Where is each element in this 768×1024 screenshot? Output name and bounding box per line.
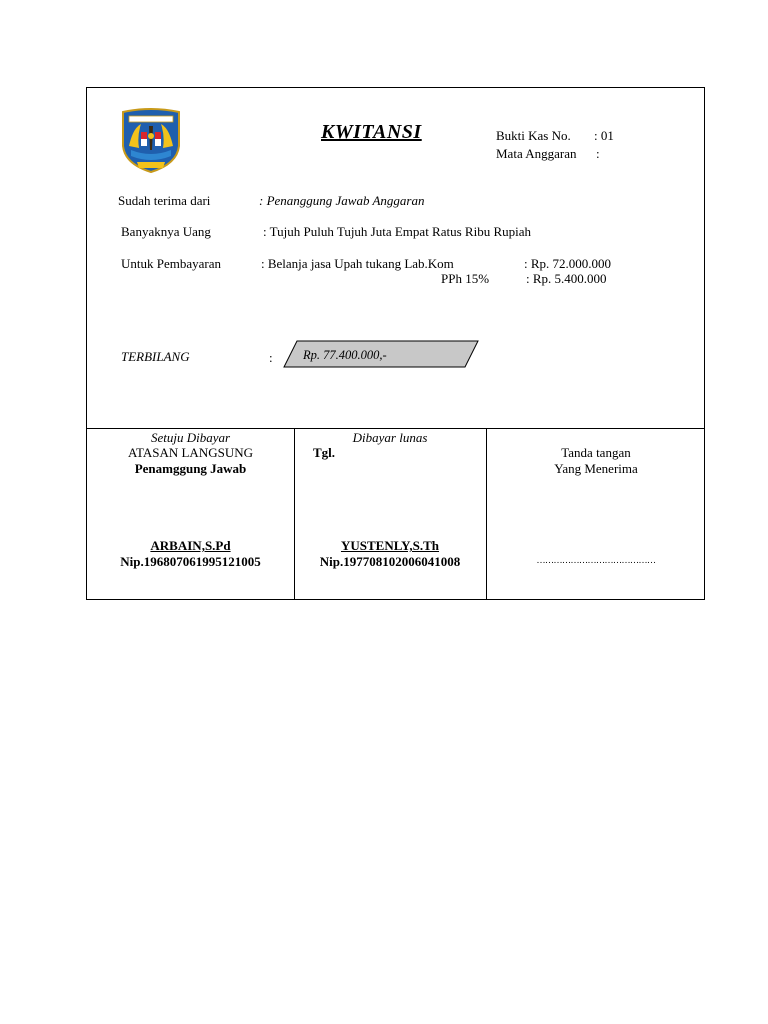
middle-signer-nip: Nip.197708102006041008 — [319, 554, 461, 569]
middle-signer-name: YUSTENLY,S.Th — [340, 538, 440, 553]
bukti-kas-label: Bukti Kas No. — [496, 128, 571, 143]
terbilang-label: TERBILANG — [121, 349, 190, 364]
sudah-terima-label: Sudah terima dari — [118, 193, 211, 208]
terbilang-colon: : — [269, 350, 273, 365]
signature-column-right — [486, 428, 706, 599]
regional-emblem-icon — [119, 106, 183, 174]
bukti-kas-value: : 01 — [594, 128, 614, 143]
mata-anggaran-value: : — [596, 146, 600, 161]
receipt-title: KWITANSI — [321, 121, 422, 143]
mata-anggaran-label: Mata Anggaran — [496, 146, 577, 161]
tanggal-label: Tgl. — [313, 445, 336, 460]
signature-column-left — [87, 428, 294, 599]
left-signer-name: ARBAIN,S.Pd — [150, 538, 231, 553]
banyaknya-uang-label: Banyaknya Uang — [121, 224, 211, 239]
setuju-dibayar-caption: Setuju Dibayar — [150, 430, 231, 445]
pph-amount: : Rp. 5.400.000 — [526, 271, 607, 286]
terbilang-amount-box — [283, 340, 479, 368]
tanda-tangan-label: Tanda tangan — [561, 445, 631, 460]
receipt-document — [86, 87, 705, 600]
untuk-pembayaran-label: Untuk Pembayaran — [121, 256, 222, 271]
dibayar-lunas-caption: Dibayar lunas — [352, 430, 428, 445]
left-signer-nip: Nip.196807061995121005 — [120, 554, 261, 569]
untuk-pembayaran-amount: : Rp. 72.000.000 — [524, 256, 612, 271]
banyaknya-uang-value: : Tujuh Puluh Tujuh Juta Empat Ratus Ribu Rupiah — [263, 224, 531, 239]
pph-label: PPh 15% — [441, 271, 490, 286]
terbilang-amount: Rp. 77.400.000,- — [303, 348, 387, 362]
yang-menerima-label: Yang Menerima — [554, 461, 638, 476]
sudah-terima-value: : Penanggung Jawab Anggaran — [259, 193, 425, 208]
penanggung-jawab-label: Penamggung Jawab — [134, 461, 247, 476]
receiver-signature-line: …………………………………… — [536, 555, 656, 565]
signature-column-middle — [294, 428, 486, 599]
untuk-pembayaran-value: : Belanja jasa Upah tukang Lab.Kom — [261, 256, 454, 271]
atasan-langsung-label: ATASAN LANGSUNG — [128, 445, 253, 460]
